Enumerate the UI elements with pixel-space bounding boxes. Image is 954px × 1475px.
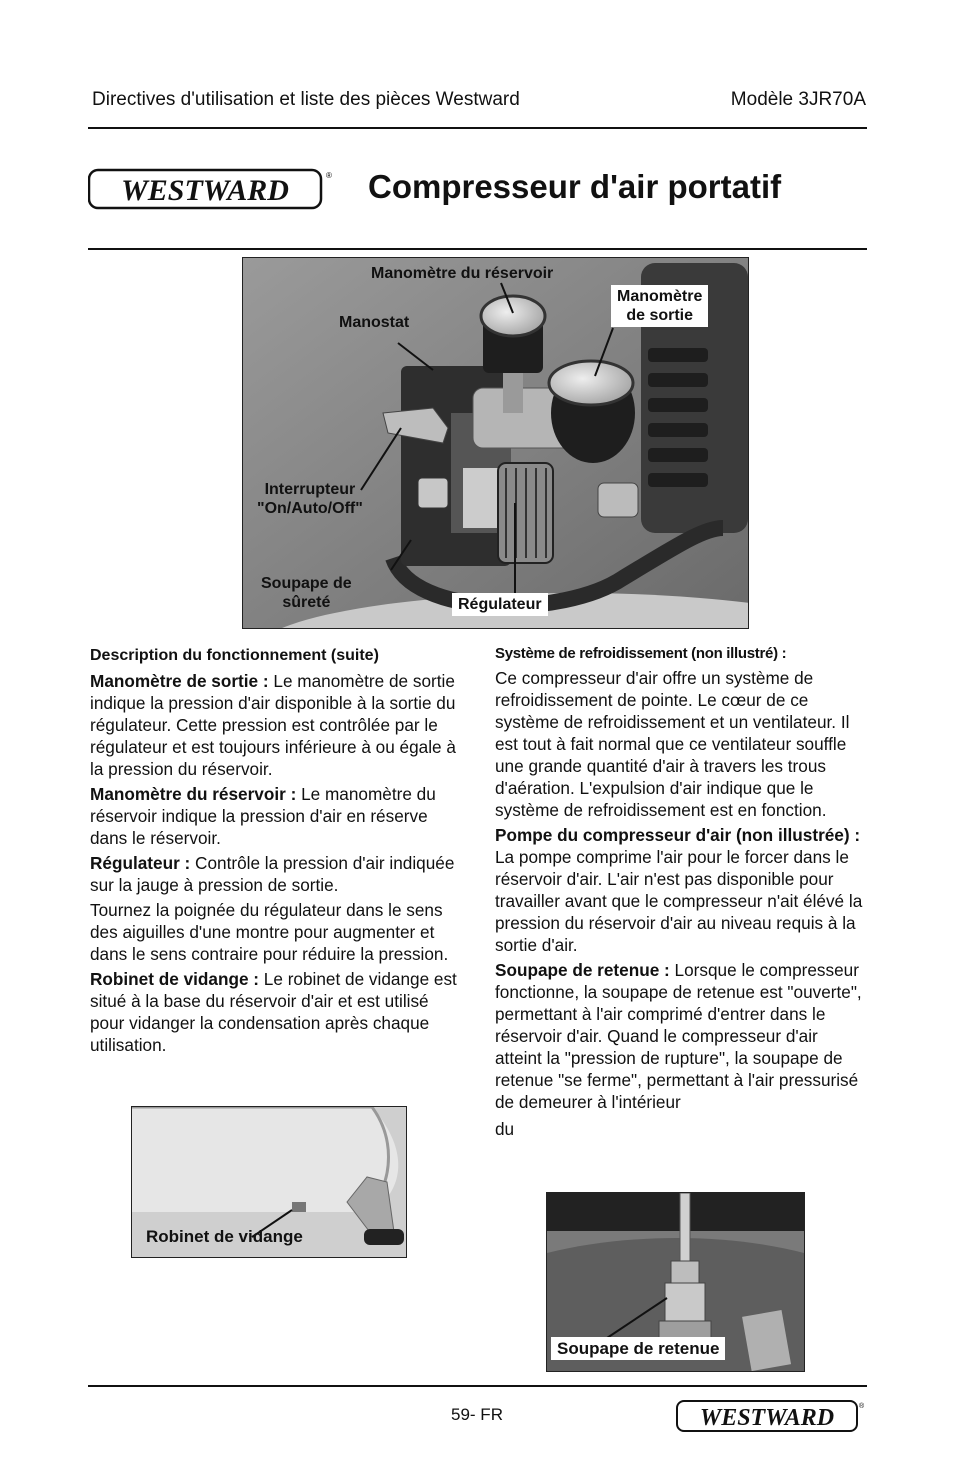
footer-rule (88, 1385, 867, 1387)
paragraph-cooling: Ce compresseur d'air offre un système de refroidissement de pointe. Le cœur de ce système de refroidissement et un ventilateur. Il est tout à fait normal que ce ventilateur souffle une grande quantité d'air à travers les trous d'aération. L'expulsion d'air indique que le système de refroidissement est en fonction. (495, 668, 850, 820)
title-rule (88, 248, 867, 250)
section-heading-cooling: Système de refroidissement (non illustré) : (495, 645, 787, 662)
label-outlet-gauge: Manomètre de sortie (611, 285, 708, 327)
label-drain-valve: Robinet de vidange (146, 1227, 303, 1246)
label-safety-valve: Soupape de sûreté (261, 575, 352, 611)
paragraph-regulator: Régulateur : Contrôle la pression d'air indiquée sur la jauge à pression de sortie. (90, 853, 455, 895)
svg-text:®: ® (326, 171, 332, 180)
running-header-model: Modèle 3JR70A (730, 89, 866, 110)
page-title: Compresseur d'air portatif (368, 168, 782, 205)
paragraph-regulator-knob: Tournez la poignée du régulateur dans le sens des aiguilles d'une montre pour augmenter et dans le sens contraire pour réduire la pression. (90, 900, 449, 964)
figure-check-valve-photo (546, 1192, 805, 1372)
westward-logo (88, 167, 333, 211)
paragraph-check-valve: Soupape de retenue : Lorsque le compresseur fonctionne, la soupape de retenue est "ouverte", permettant à l'air comprimé d'entrer dans le réservoir d'air. Quand le compresseur d'air atteint la "pression de rupture", la soupape de retenue "se ferme", permettant à l'air pressurisé de demeurer à l'intérieur (495, 960, 862, 1112)
paragraph-outlet-gauge: Manomètre de sortie : Le manomètre de sortie indique la pression d'air disponible à la sortie du régulateur. Cette pression est contrôlée par le régulateur et est toujours inférieure à ou égale à la pression du réservoir. (90, 671, 456, 779)
westward-footer-logo (676, 1398, 866, 1434)
paragraph-check-valve-cont: du (495, 1119, 515, 1139)
label-check-valve: Soupape de retenue (551, 1337, 725, 1360)
header-rule (88, 127, 867, 129)
label-tank-gauge: Manomètre du réservoir (371, 265, 554, 282)
figure-controls-photo (242, 257, 749, 629)
figure-drain-valve-photo (131, 1106, 407, 1258)
paragraph-drain-valve: Robinet de vidange : Le robinet de vidange est situé à la base du réservoir d'air et est utilisé pour vidanger la condensation après chaque utilisation. (90, 969, 457, 1055)
paragraph-pump: Pompe du compresseur d'air (non illustrée) : La pompe comprime l'air pour le forcer dans le réservoir d'air. L'air n'est pas disponible pour travailler avant que le compresseur n'ait élévé la pression du réservoir d'air au niveau requis à la sortie d'air. (495, 825, 863, 955)
logo-wordmark: WESTWARD (121, 174, 289, 207)
right-column (495, 643, 867, 1143)
left-column (90, 643, 462, 1059)
section-heading-operation: Description du fonctionnement (suite) (90, 647, 379, 664)
label-regulator: Régulateur (452, 593, 548, 616)
page-number: 59- FR (451, 1405, 503, 1424)
label-on-auto-off-switch: Interrupteur "On/Auto/Off" (257, 481, 363, 517)
paragraph-tank-gauge: Manomètre du réservoir : Le manomètre du réservoir indique la pression d'air en réserve dans le réservoir. (90, 784, 436, 848)
label-pressure-switch: Manostat (339, 314, 410, 331)
svg-text:®: ® (859, 1403, 865, 1410)
svg-text:WESTWARD: WESTWARD (699, 1405, 835, 1431)
running-header-title: Directives d'utilisation et liste des pièces Westward (92, 89, 520, 110)
